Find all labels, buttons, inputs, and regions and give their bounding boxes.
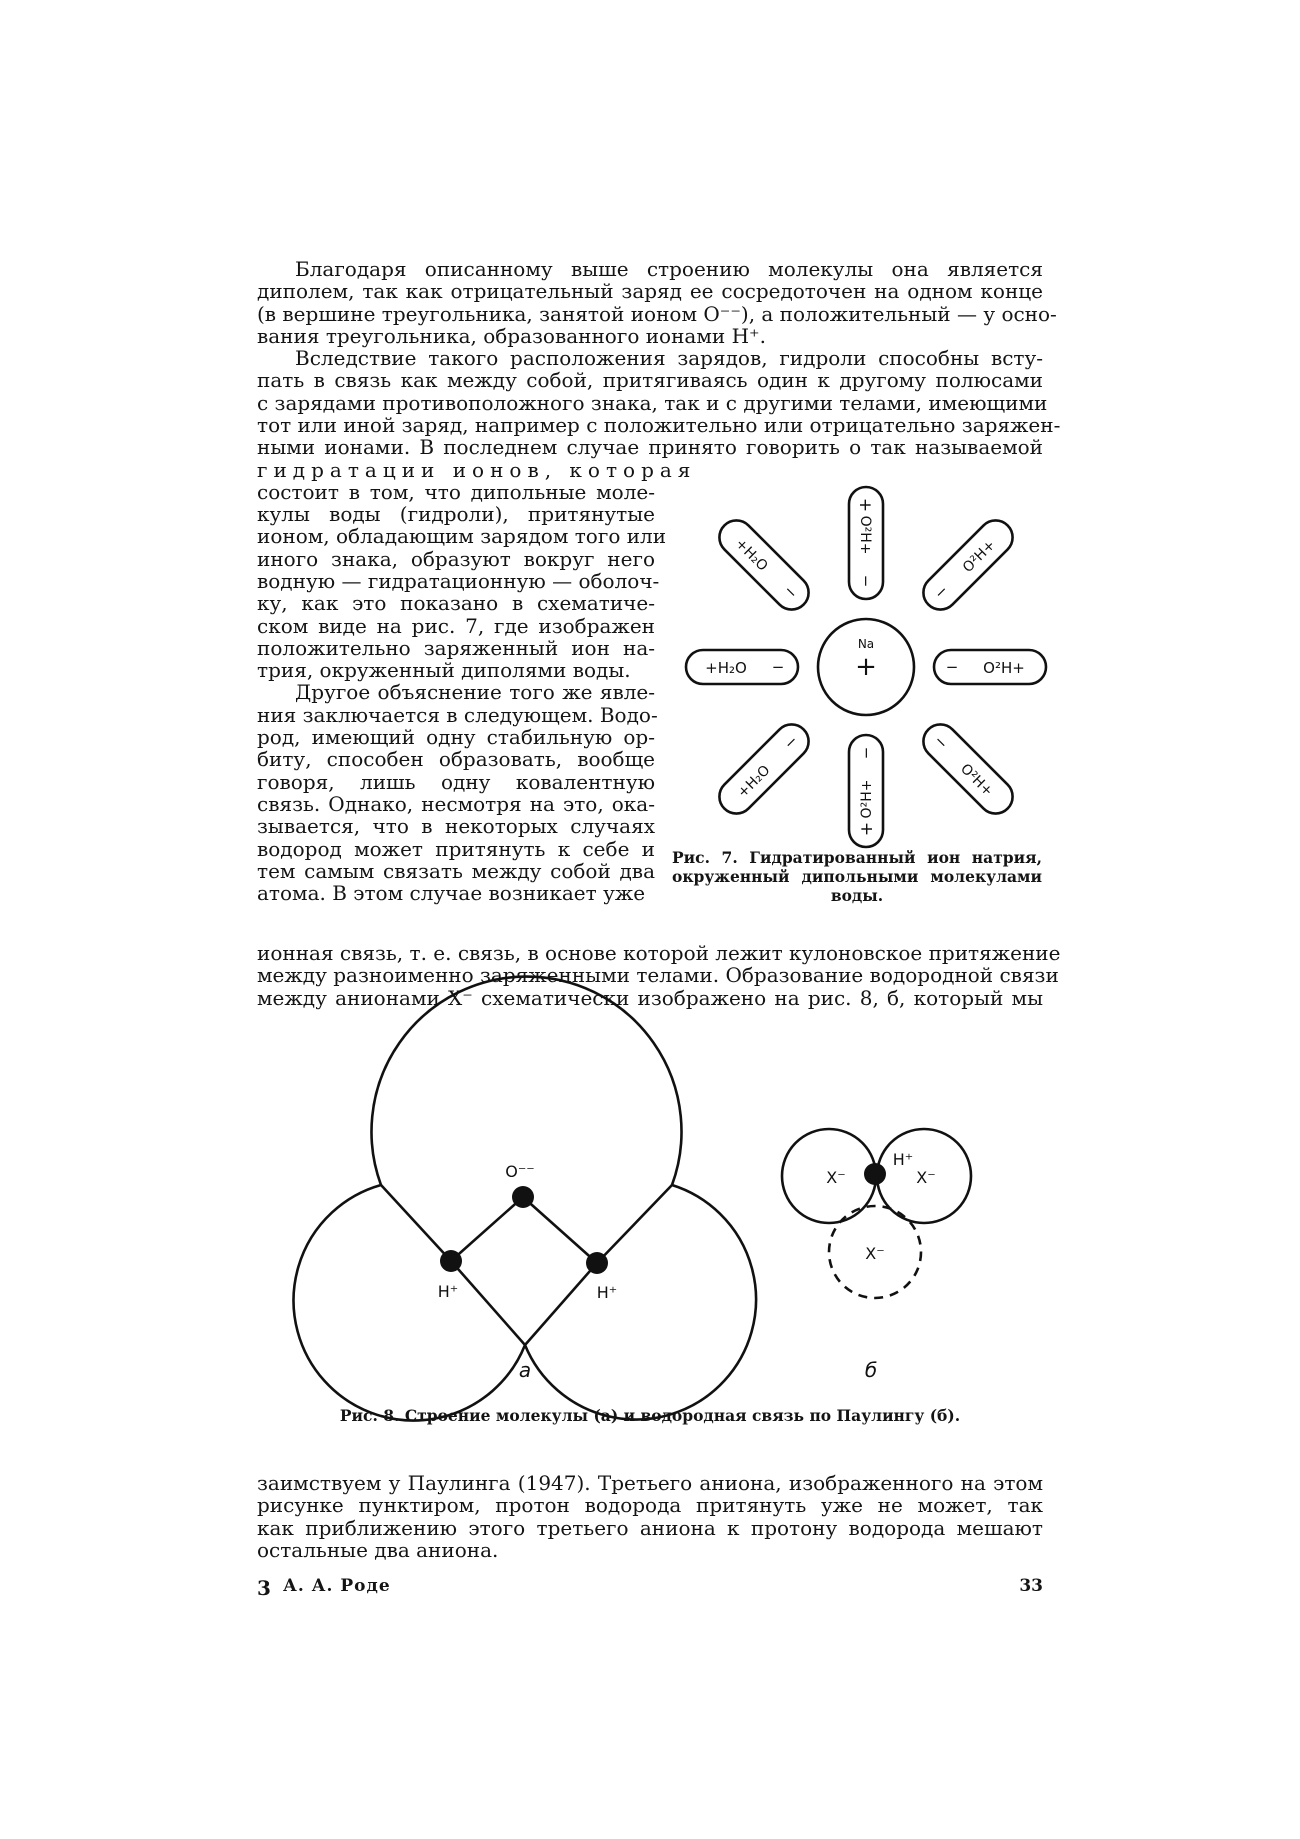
text-line: пать в связь как между собой, притягиваясь один к другому полюсами [257,368,1043,393]
text-line: с зарядами противоположного знака, так и с другими телами, имеющими [257,390,1048,415]
minus-sign: − [930,581,952,603]
hydrogen-label: H⁺ [596,1283,618,1302]
plus-sign: + [857,821,877,837]
plus-sign: + [855,497,875,513]
dipole-bottom [849,735,883,847]
text-line: тот или иной заряд, например с положительно или отрицательно заряжен- [257,412,1061,437]
hydrogen-atom-dot [440,1250,462,1272]
proton-dot [864,1163,886,1185]
text-line: кулы воды (гидроли), притянутые [257,502,655,527]
text-line: состоит в том, что дипольные моле- [257,479,655,504]
text-line: Вследствие такого расположения зарядов, гидроли способны всту- [295,346,1043,370]
bond-line [525,1263,597,1345]
hydrogen-label: H⁺ [437,1282,459,1301]
dipole-right [934,650,1046,684]
anion-label: X⁻ [826,1168,846,1187]
caption-line: Рис. 7. Гидратированный ион натрия, [672,848,1042,867]
text-line: связь. Однако, несмотря на это, ока- [257,791,655,816]
minus-sign: − [945,658,959,676]
text-line: тем самым связать между собой два [257,858,655,883]
dipole-label: O²H+ [857,515,873,555]
dipole-bottom-right [916,717,1019,820]
minus-sign: − [930,731,952,753]
paragraph-2 [257,346,1061,460]
caption-line: окруженный дипольными молекулами [672,867,1042,886]
dipole-label: O²H+ [859,779,875,819]
text-line: ском виде на рис. 7, где изображен [257,613,655,638]
text-line: род, имеющий одну стабильную ор- [257,725,655,750]
text-line: между разноименно заряженными телами. Образование водородной связи [257,963,1059,988]
oxygen-label: O⁻⁻ [505,1162,535,1181]
figure-8-caption: Рис. 8. Строение молекулы (а) и водородная связь по Паулингу (б). [339,1406,961,1425]
figure-8a-label: а [518,1358,532,1382]
text-line: вания треугольника, образованного ионами H⁺. [257,323,766,348]
anion-right-circle [877,1129,971,1223]
text-line: ния заключается в следующем. Водо- [257,702,658,727]
dipole-top-right [916,513,1019,616]
figure-7-caption [672,848,1042,905]
narrow-column [257,457,697,906]
sodium-sign: + [855,652,877,682]
text-line: положительно заряженный ион на- [257,635,655,660]
text-line: диполем, так как отрицательный заряд ее сосредоточен на одном конце [257,279,1043,304]
text-line: рисунке пунктиром, протон водорода притянуть уже не может, так [257,1493,1043,1518]
proton-label: H⁺ [892,1150,914,1169]
dipole-label: +H₂O [734,762,774,802]
bond-line [381,1185,451,1261]
text-line: между анионами X⁻ схематически изображено на рис. 8, б, который мы [257,985,1043,1010]
minus-sign: − [857,574,875,588]
anion-label: X⁻ [916,1168,936,1187]
bond-line [523,1197,597,1263]
figure-8b-label: б [864,1358,878,1382]
bond-line [597,1185,672,1263]
oxygen-atom-dot [512,1186,534,1208]
dipole-label: O²H+ [959,537,999,576]
text-line: трия, окруженный диполями воды. [257,658,631,683]
sodium-label: Na [857,637,875,651]
text-line: говоря, лишь одну ковалентную [257,769,655,794]
hydrogen-atom-dot [586,1252,608,1274]
dipole-label: +H₂O [731,535,771,575]
text-line: водород может притянуть к себе и [257,836,655,861]
minus-sign: − [771,658,785,676]
hydrogen-left-sphere-arc [294,1185,525,1420]
text-line: ионом, обладающим зарядом того или [257,524,667,549]
bond-line [451,1261,525,1345]
text-line: гидратации ионов, которая [257,457,697,482]
text-line: Другое объяснение того же явле- [295,680,655,705]
text-line: зывается, что в некоторых случаях [257,814,655,839]
dipole-left [686,650,798,684]
minus-sign: − [857,746,875,760]
minus-sign: − [780,731,802,753]
anion-left-circle [782,1129,876,1223]
text-line: ку, как это показано в схематиче- [257,591,655,616]
paragraph-4 [257,1472,1043,1561]
text-line: остальные два аниона. [257,1537,499,1562]
anion-dashed-circle [829,1206,921,1298]
text-line: ными ионами. В последнем случае принято говорить о так называемой [257,435,1043,460]
dipole-top [849,487,883,599]
dipole-label: O²H+ [983,659,1025,677]
sodium-ion-circle [818,619,914,715]
text-line: ионная связь, т. е. связь, в основе которой лежит кулоновское притяжение [257,941,1061,965]
page-number: 33 [1019,1576,1043,1596]
dipole-bottom-left [712,717,815,820]
hydrogen-right-sphere-arc [525,1185,756,1419]
signature-mark: 3 [257,1576,271,1600]
text-line: Благодаря описанному выше строению молекулы она является [295,257,1043,281]
author-name: А. А. Роде [283,1576,391,1596]
paragraph-1 [257,257,1057,348]
anion-label: X⁻ [865,1244,885,1263]
text-line: водную — гидратационную — оболоч- [257,568,660,593]
paragraph-3-continued [257,941,1061,1010]
bond-line [451,1197,523,1261]
text-line: биту, способен образовать, вообще [257,747,655,772]
dipole-label: O²H+ [957,760,996,800]
dipole-label: +H₂O [705,659,747,677]
text-line: иного знака, образуют вокруг него [257,546,655,571]
text-line: как приближению этого третьего аниона к протону водорода мешают [257,1515,1043,1540]
text-line: атома. В этом случае возникает уже [257,881,646,906]
caption-line: воды. [830,886,884,905]
dipole-top-left [712,513,815,616]
text-line: (в вершине треугольника, занятой ионом O⁻⁻), а положительный — у осно- [257,301,1057,326]
text-line: заимствуем у Паулинга (1947). Третьего аниона, изображенного на этом [257,1471,1043,1495]
minus-sign: − [780,581,802,603]
